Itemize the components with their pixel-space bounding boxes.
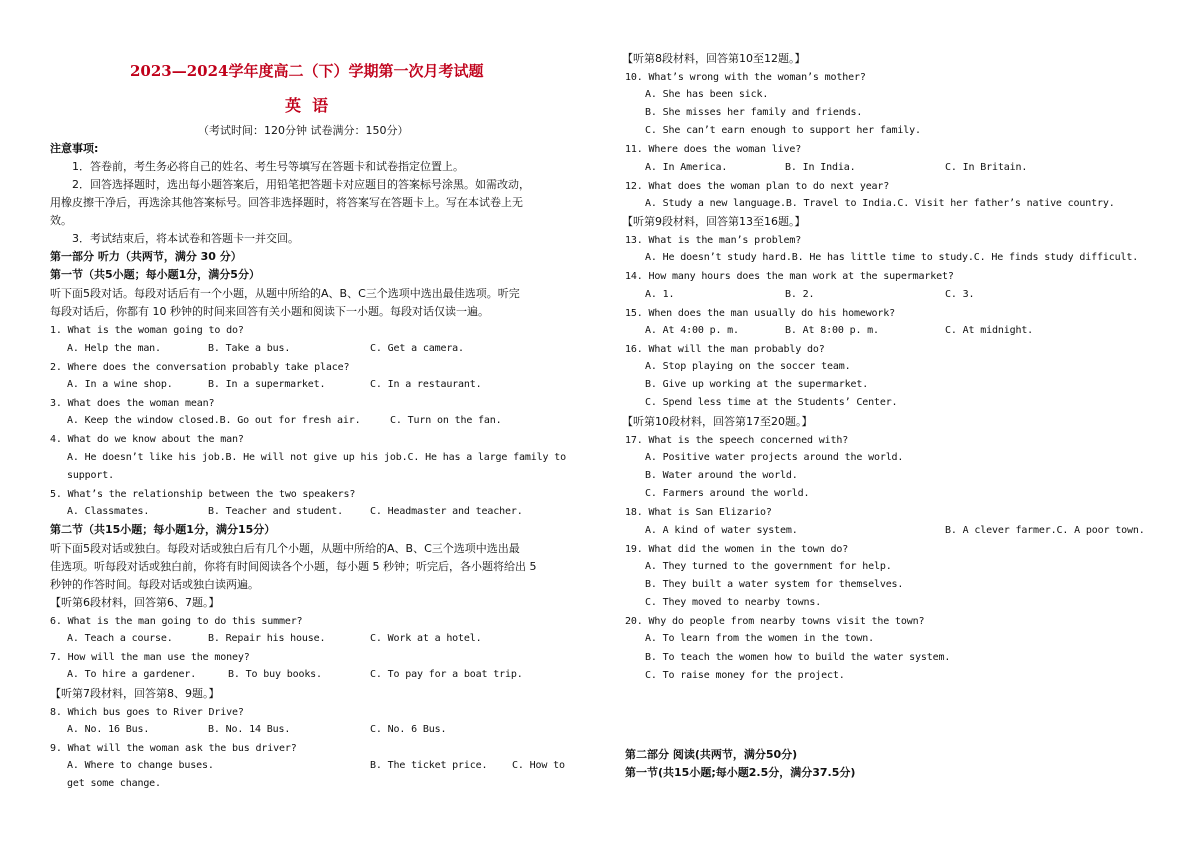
q8-option-b: B. No. 14 Bus. [208,724,291,735]
part1-sec1-instr-b: 每段对话后，你都有 10 秒钟的时间来回答有关小题和阅读下一小题。每段对话仅读一遍。 [50,305,489,318]
note-2c: 效。 [50,214,72,227]
q8-option-a: A. No. 16 Bus. [67,724,150,735]
q16-option-a: A. Stop playing on the soccer team. [645,361,851,372]
q20-option-b: B. To teach the women how to build the water system. [645,652,951,663]
q9-option-a: A. Where to change buses. [67,760,214,771]
q4-options-cont: support. [67,470,114,481]
part1-sec1-instr-a: 听下面5段对话。每段对话后有一个小题，从题中所给的A、B、C三个选项中选出最佳选项。听完 [50,287,520,300]
q17-option-c: C. Farmers around the world. [645,488,810,499]
material-7-heading: 【听第7段材料，回答第8、9题。】 [50,687,220,700]
part1-sec2-heading: 第二节（共15小题；每小题1分，满分15分） [50,523,276,536]
q12-stem: 12. What does the woman plan to do next year? [625,181,890,192]
q20-stem: 20. Why do people from nearby towns visit the town? [625,616,925,627]
exam-title: 2023—2024学年度高二（下）学期第一次月考试题 [130,62,484,80]
q1-option-a: A. Help the man. [67,343,161,354]
q10-option-c: C. She can’t earn enough to support her family. [645,125,921,136]
q20-option-a: A. To learn from the women in the town. [645,633,874,644]
q6-option-b: B. Repair his house. [208,633,326,644]
q17-stem: 17. What is the speech concerned with? [625,435,849,446]
q19-option-c: C. They moved to nearby towns. [645,597,822,608]
part1-sec2-instr-c: 秒钟的作答时间。每段对话或独白读两遍。 [50,578,259,591]
q14-stem: 14. How many hours does the man work at the supermarket? [625,271,954,282]
q7-stem: 7. How will the man use the money? [50,652,250,663]
q1-stem: 1. What is the woman going to do? [50,325,244,336]
q14-option-c: C. 3. [945,289,975,300]
material-6-heading: 【听第6段材料，回答第6、7题。】 [50,596,220,609]
q9-option-c: C. How to [512,760,565,771]
q4-stem: 4. What do we know about the man? [50,434,244,445]
q3-option-c: C. Turn on the fan. [390,415,502,426]
q6-option-a: A. Teach a course. [67,633,173,644]
q9-option-b: B. The ticket price. [370,760,488,771]
q5-option-a: A. Classmates. [67,506,150,517]
material-8-heading: 【听第8段材料，回答第10至12题。】 [622,52,806,65]
q20-option-c: C. To raise money for the project. [645,670,845,681]
q12-options: A. Study a new language.B. Travel to India.C. Visit her father’s native country. [645,198,1115,209]
q7-option-a: A. To hire a gardener. [67,669,197,680]
q7-option-b: B. To buy books. [228,669,322,680]
q7-option-c: C. To pay for a boat trip. [370,669,523,680]
q11-option-b: B. In India. [785,162,856,173]
q1-option-b: B. Take a bus. [208,343,291,354]
part2-heading: 第二部分 阅读(共两节，满分50分) [625,748,798,761]
q19-stem: 19. What did the women in the town do? [625,544,849,555]
q11-option-a: A. In America. [645,162,728,173]
q5-stem: 5. What’s the relationship between the two speakers? [50,489,356,500]
note-1: 1．答卷前，考生务必将自己的姓名、考生号等填写在答题卡和试卷指定位置上。 [72,160,464,173]
q19-option-a: A. They turned to the government for help. [645,561,892,572]
q2-stem: 2. Where does the conversation probably take place? [50,362,350,373]
q1-option-c: C. Get a camera. [370,343,464,354]
q17-option-a: A. Positive water projects around the world. [645,452,904,463]
part1-heading: 第一部分 听力（共两节，满分 30 分） [50,250,242,263]
note-2a: 2．回答选择题时，选出每小题答案后，用铅笔把答题卡对应题目的答案标号涂黑。如需改动， [72,178,530,191]
q3-option-ab: A. Keep the window closed.B. Go out for fresh air. [67,415,361,426]
q14-option-b: B. 2. [785,289,815,300]
q17-option-b: B. Water around the world. [645,470,798,481]
q8-stem: 8. Which bus goes to River Drive? [50,707,244,718]
q15-stem: 15. When does the man usually do his homework? [625,308,896,319]
q6-stem: 6. What is the man going to do this summer? [50,616,303,627]
q5-option-b: B. Teacher and student. [208,506,344,517]
q2-option-c: C. In a restaurant. [370,379,482,390]
q2-option-b: B. In a supermarket. [208,379,326,390]
notes-heading: 注意事项: [50,142,99,155]
q4-options: A. He doesn’t like his job.B. He will not give up his job.C. He has a large family to [67,452,566,463]
q11-option-c: C. In Britain. [945,162,1028,173]
q18-option-bc: B. A clever farmer.C. A poor town. [945,525,1145,536]
material-10-heading: 【听第10段材料，回答第17至20题。】 [622,415,813,428]
q16-option-b: B. Give up working at the supermarket. [645,379,869,390]
q15-option-c: C. At midnight. [945,325,1034,336]
q9-stem: 9. What will the woman ask the bus driver? [50,743,297,754]
q13-stem: 13. What is the man’s problem? [625,235,802,246]
q5-option-c: C. Headmaster and teacher. [370,506,523,517]
q11-stem: 11. Where does the woman live? [625,144,802,155]
q13-options: A. He doesn’t study hard.B. He has little time to study.C. He finds study difficult. [645,252,1139,263]
exam-info: （考试时间：120分钟 试卷满分：150分） [198,124,409,137]
q16-stem: 16. What will the man probably do? [625,344,825,355]
part2-sec1-heading: 第一节(共15小题;每小题2.5分，满分37.5分) [625,766,856,779]
q18-option-a: A. A kind of water system. [645,525,798,536]
q9-option-cont: get some change. [67,778,161,789]
q16-option-c: C. Spend less time at the Students’ Center. [645,397,898,408]
q10-option-b: B. She misses her family and friends. [645,107,863,118]
q10-option-a: A. She has been sick. [645,89,769,100]
note-3: 3．考试结束后，将本试卷和答题卡一并交回。 [72,232,299,245]
q15-option-b: B. At 8:00 p. m. [785,325,879,336]
part1-sec2-instr-b: 佳选项。听每段对话或独白前，你将有时间阅读各个小题，每小题 5 秒钟；听完后，各小题将给出 5 [50,560,537,573]
q8-option-c: C. No. 6 Bus. [370,724,447,735]
q19-option-b: B. They built a water system for themselves. [645,579,904,590]
note-2b: 用橡皮擦干净后，再选涂其他答案标号。回答非选择题时，将答案写在答题卡上。写在本试卷上无 [50,196,523,209]
q18-stem: 18. What is San Elizario? [625,507,772,518]
q3-stem: 3. What does the woman mean? [50,398,215,409]
part1-sec1-heading: 第一节（共5小题；每小题1分，满分5分） [50,268,260,281]
q2-option-a: A. In a wine shop. [67,379,173,390]
q6-option-c: C. Work at a hotel. [370,633,482,644]
exam-subject: 英 语 [285,96,329,115]
q10-stem: 10. What’s wrong with the woman’s mother? [625,72,866,83]
q14-option-a: A. 1. [645,289,675,300]
part1-sec2-instr-a: 听下面5段对话或独白。每段对话或独白后有几个小题，从题中所给的A、B、C三个选项中选出最 [50,542,520,555]
material-9-heading: 【听第9段材料，回答第13至16题。】 [622,215,806,228]
q15-option-a: A. At 4:00 p. m. [645,325,739,336]
